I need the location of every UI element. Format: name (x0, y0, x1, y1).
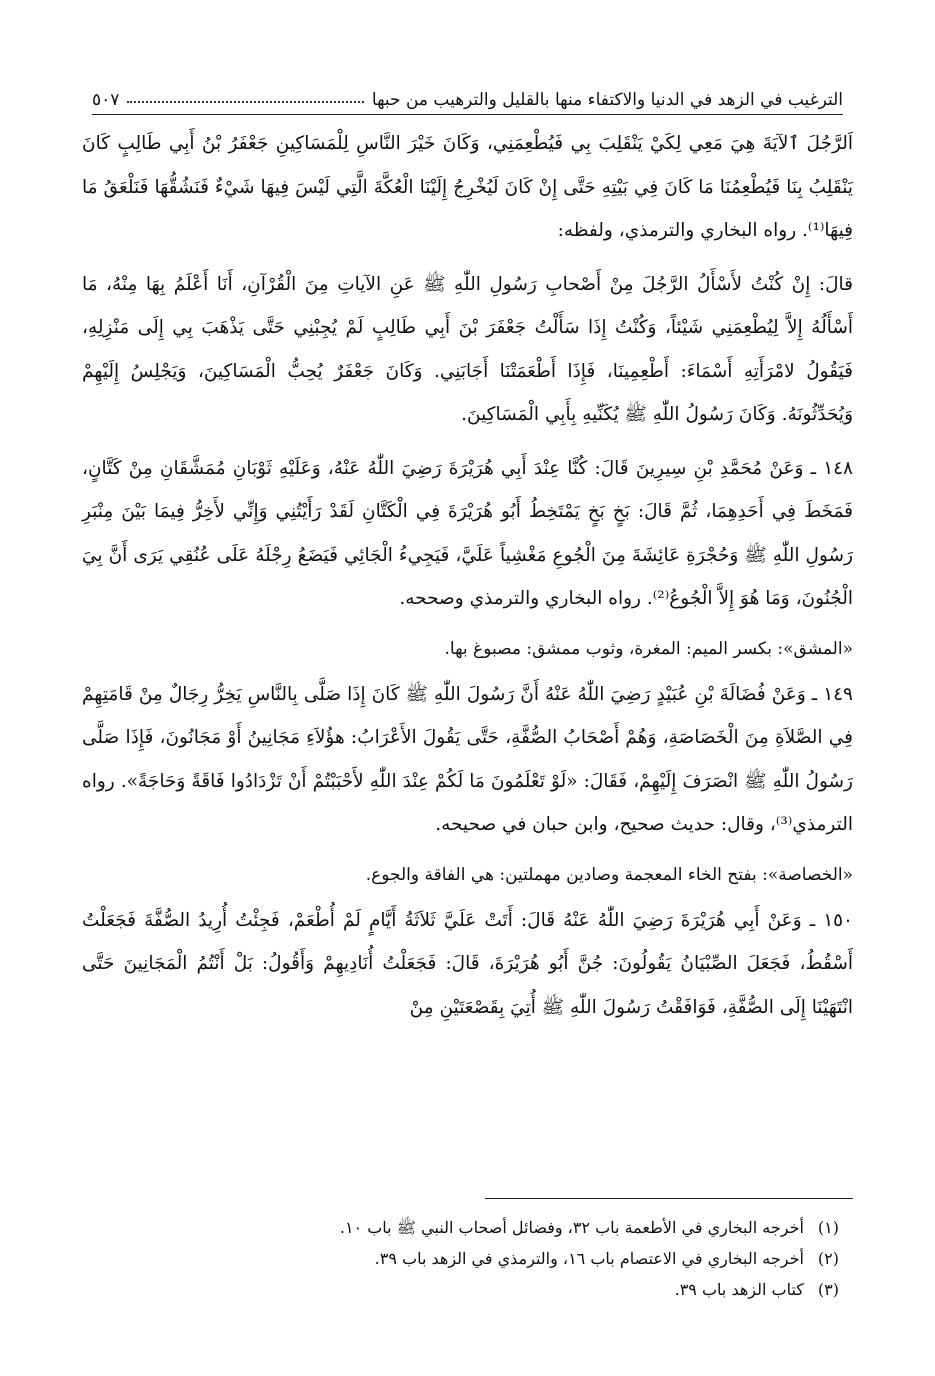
footnote-number: (٢) (817, 1249, 839, 1268)
hadith-149: ١٤٩ ـ وَعَنْ فُضَالَةَ بْنِ عُبَيْدٍ رَضِيَ اللّٰهُ عَنْهُ أَنَّ رَسُولَ اللّٰهِ ﷺ كَانَ إِذَا صَلَّى بِالنَّاسِ يَخِرُّ رِجَالٌ مِنْ قَامَتِهِمْ فِي الصَّلاَةِ مِنَ الْخَصَاصَةِ، وَهُمْ أَصْحَابُ الصُّفَّةِ، حَتَّى يَقُولَ الأَعْرَابُ: هؤُلاَءِ مَجَانِينُ أَوْ مَجَانُونَ، فَإِذَا صَلَّى رَسُولُ اللّٰهِ ﷺ انْصَرَفَ إِلَيْهِمْ، فَقَالَ: «لَوْ تَعْلَمُونَ مَا لَكُمْ عِنْدَ اللّٰهِ لأَحْبَبْتُمْ أَنْ تَزْدَادُوا فَاقَةً وَحَاجَةً». رواه الترمذي⁽³⁾، وقال: حديث صحيح، وابن حبان في صحيحه. (82, 683, 853, 835)
chapter-title: الترغيب في الزهد في الدنيا والاكتفاء منها بالقليل والترهيب من حبها (371, 90, 843, 110)
footnote-separator (485, 1198, 853, 1199)
footnote-2 (82, 1243, 839, 1274)
footnote-text: أخرجه البخاري في الأطعمة باب ٣٢، وفضائل أصحاب النبي ﷺ باب ١٠. (339, 1218, 804, 1237)
gloss-khasasa: «الخصاصة»: بفتح الخاء المعجمة وصادين مهملتين: هي الفاقة والجوع. (365, 864, 853, 885)
footnote-1 (82, 1212, 839, 1243)
footnote-text: كتاب الزهد باب ٣٩. (674, 1280, 804, 1299)
running-header (92, 78, 843, 115)
gloss-mishq: «المشق»: بكسر الميم: المغرة، وثوب ممشق: مصبوغ بها. (444, 638, 853, 659)
footnote-number: (٣) (817, 1280, 839, 1299)
page-number: ٥٠٧ (92, 90, 120, 110)
footnotes (82, 1212, 839, 1305)
paragraph-narration: قالَ: إِنْ كُنْتُ لأَسْأَلُ الرَّجُلَ مِنْ أَصْحابِ رَسُولِ اللّٰهِ ﷺ عَنِ الآياتِ مِنَ الْقُرْآنِ، أَنَا أَعْلَمُ بِهَا مِنْهُ، مَا أَسْأَلُهُ إِلاَّ لِيُطْعِمَنِي شَيْئاً، وَكُنْتُ إِذَا سَأَلْتُ جَعْفَرَ بْنَ أَبِي طَالِبٍ لَمْ يُجِبْنِي حَتَّى يَذْهَبَ بِي إِلَى مَنْزِلِهِ، فَيَقُولُ لامْرَأَتِهِ أَسْمَاءَ: أَطْعِمِينَا، فَإِذَا أَطْعَمَتْنَا أَجَابَنِي. وَكَانَ جَعْفَرٌ يُحِبُّ الْمَسَاكِينَ، وَيَجْلِسُ إِلَيْهِمْ وَيُحَدِّثُونَهُ. وَكَانَ رَسُولُ اللّٰهِ ﷺ يُكَنِّيهِ بِأَبِي الْمَسَاكِينَ. (82, 273, 853, 425)
hadith-148: ١٤٨ ـ وَعَنْ مُحَمَّدِ بْنِ سِيرِينَ قَالَ: كُنَّا عِنْدَ أَبِي هُرَيْرَةَ رَضِيَ اللّٰهُ عَنْهُ، وَعَلَيْهِ ثَوْبَانِ مُمَشَّقَانِ مِنْ كَتَّانٍ، فَمَخَطَ فِي أَحَدِهِمَا، ثُمَّ قَالَ: بَخٍ بَخٍ يَمْتَخِطُ أَبُو هُرَيْرَةَ فِي الْكَتَّانِ لَقَدْ رَأَيْتُنِي وَإِنِّي لأَخِرُّ فِيمَا بَيْنَ مِنْبَرِ رَسُولِ اللّٰهِ ﷺ وَحُجْرَةِ عَائِشَةَ مِنَ الْجُوعِ مَغْشِياً عَلَيَّ، فَيَجِيءُ الْجَائِي فَيَضَعُ رِجْلَهُ عَلَى عُنُقِي يَرَى أَنَّ بِيَ الْجُنُونَ، وَمَا هُوَ إِلاَّ الْجُوعُ⁽²⁾. رواه البخاري والترمذي وصححه. (82, 457, 853, 609)
footnote-3 (82, 1274, 839, 1305)
paragraph-continuation: اَلرَّجُلَ ٱلآيَةَ هِيَ مَعِي لِكَيْ يَنْقَلِبَ بِي فَيُطْعِمَنِي، وَكَانَ خَيْرَ النَّاسِ لِلْمَسَاكِينِ جَعْفَرُ بْنُ أَبِي طَالِبٍ كَانَ يَنْقَلِبُ بِنَا فَيُطْعِمُنَا مَا كَانَ فِي بَيْتِهِ حَتَّى إِنْ كَانَ لَيُخْرِجُ إِلَيْنَا الْعُكَّةَ الَّتِي لَيْسَ فِيهَا شَيْءٌ فَنَشُقُّهَا فَنَلْعَقُ مَا فِيهَا⁽¹⁾. رواه البخاري والترمذي، ولفظه: (82, 133, 853, 241)
footnote-number: (١) (817, 1218, 839, 1237)
main-text (82, 122, 853, 1029)
footnote-text: أخرجه البخاري في الاعتصام باب ١٦، والترمذي في الزهد باب ٣٩. (374, 1249, 804, 1268)
header-leader-dots (127, 101, 363, 103)
hadith-150: ١٥٠ ـ وَعَنْ أَبِي هُرَيْرَةَ رَضِيَ اللّٰهُ عَنْهُ قَالَ: أَتَتْ عَلَيَّ ثَلاَثَةُ أَيَّامٍ لَمْ أُطْعَمْ، فَجِئْتُ أُرِيدُ الصُّفَّةَ فَجَعَلْتُ أَسْقُطُ، فَجَعَلَ الصِّبْيَانُ يَقُولُونَ: جُنَّ أَبُو هُرَيْرَةَ، قَالَ: فَجَعَلْتُ أُنَادِيهِمْ وَأَقُولُ: بَلْ أَنْتُمُ الْمَجَانِينَ حَتَّى انْتَهَيْنَا إِلَى الصُّفَّةِ، فَوَافَقْتُ رَسُولَ اللّٰهِ ﷺ أُتِيَ بِقَصْعَتَيْنِ مِنْ (82, 909, 853, 1018)
